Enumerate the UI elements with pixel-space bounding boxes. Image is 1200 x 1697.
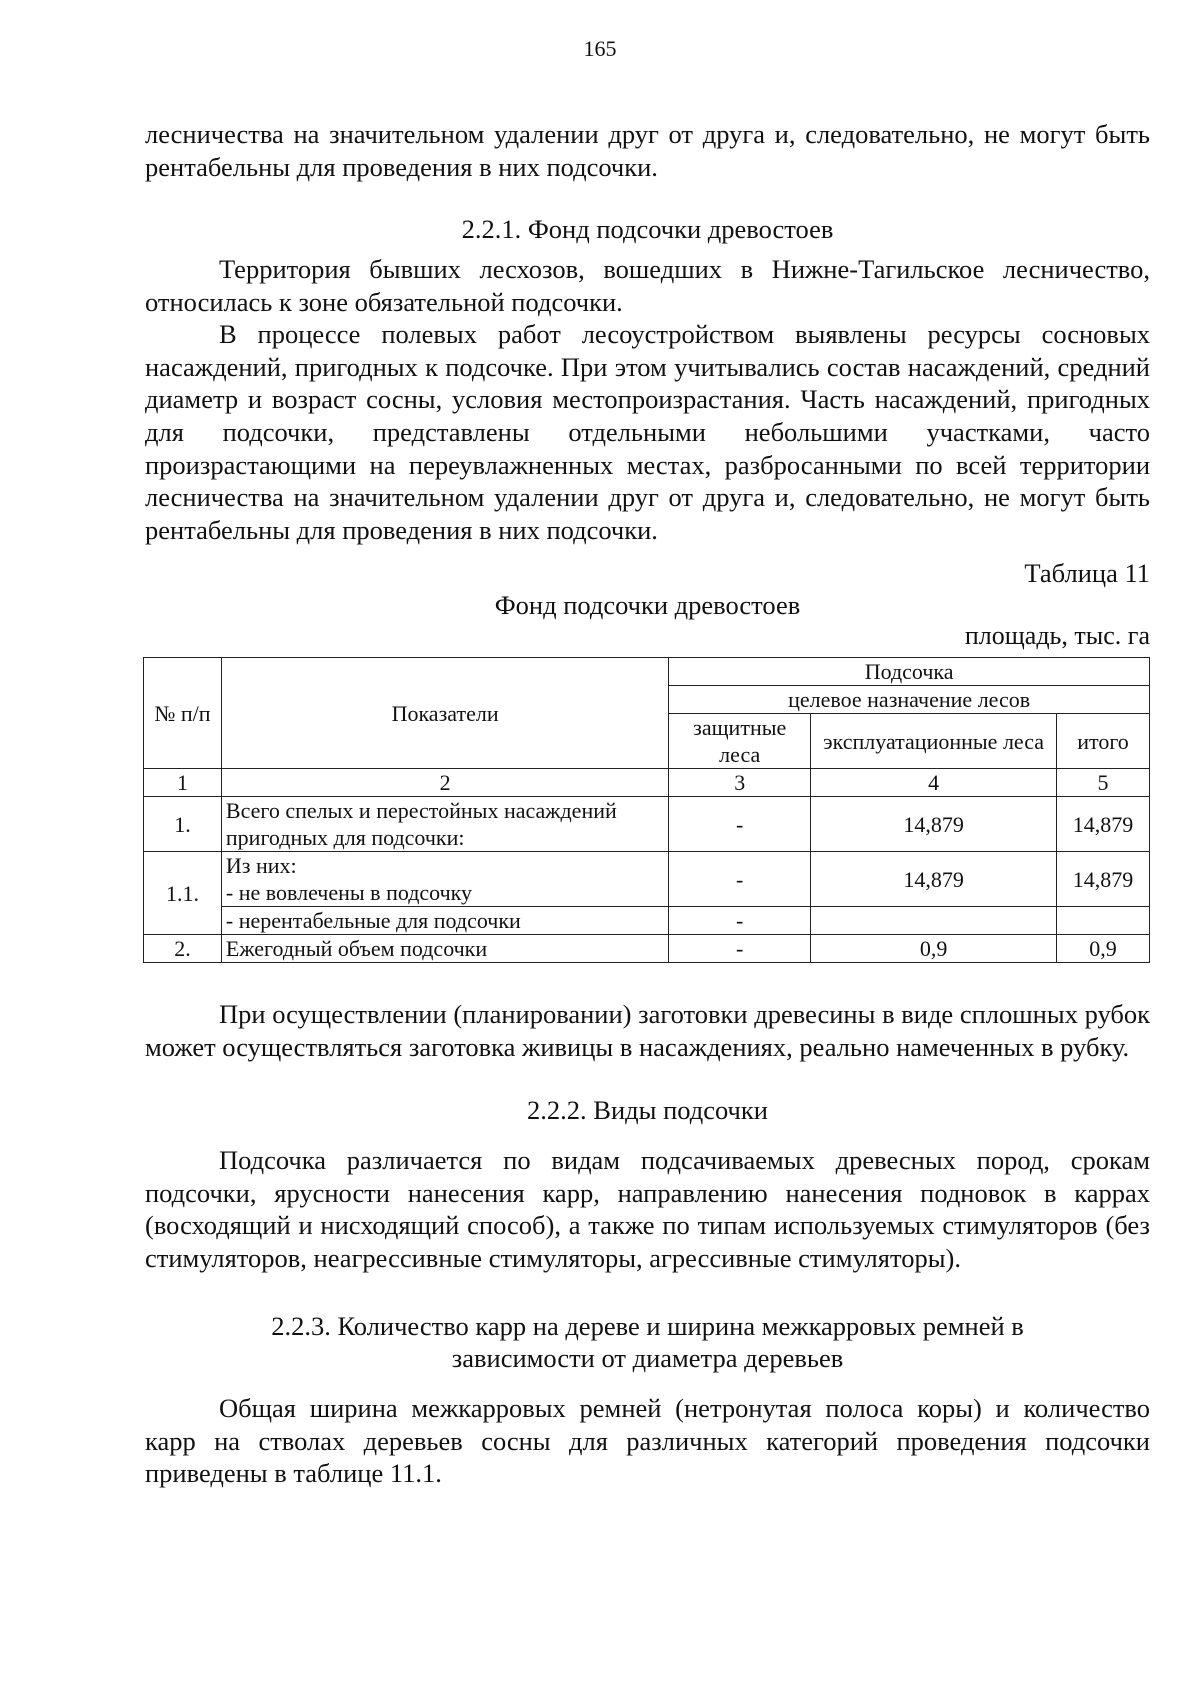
paragraph-types: Подсочка различается по видам подсачиваемых древесных пород, срокам подсочки, ярусности нанесения карр, направлению нанесения подновок в каррах (восходящий и нисходящий способ), а также по типам используемых стимуляторов (без стимуляторов, неагрессивные стимуляторы, агрессивные стимуляторы). bbox=[145, 1145, 1150, 1273]
intro-paragraph-block bbox=[145, 118, 1150, 183]
paragraph-process: В процессе полевых работ лесоустройством выявлены ресурсы сосновых насаждений, пригодных к подсочке. При этом учитывались состав насаждений, средний диаметр и возраст сосны, условия местопроизрастания. Часть насаждений, пригодных для подсочки, представлены отдельными небольшими участками, часто произрастающими на переувлажненных местах, разбросанными по всей территории лесничества на значительном удалении друг от друга и, следовательно, не могут быть рентабельны для проведения в них подсочки. bbox=[145, 319, 1150, 545]
row-number: 2. bbox=[144, 935, 222, 963]
col-number-cell: 3 bbox=[669, 769, 811, 797]
section-heading-2-2-3 bbox=[145, 1310, 1150, 1374]
row-exploitation: 14,879 bbox=[811, 797, 1057, 852]
header-protective: защитные леса bbox=[669, 714, 811, 769]
body-block-1 bbox=[145, 253, 1150, 546]
heading-types: 2.2.2. Виды подсочки bbox=[527, 1095, 768, 1125]
page-number: 165 bbox=[583, 36, 617, 61]
col-number-cell: 5 bbox=[1057, 769, 1150, 797]
heading-count-line: 2.2.3. Количество карр на дереве и ширина межкарровых ремней в bbox=[271, 1311, 1024, 1341]
body-block-4 bbox=[145, 1392, 1150, 1490]
header-number: № п/п bbox=[144, 658, 222, 769]
paragraph-width: Общая ширина межкарровых ремней (нетронутая полоса коры) и количество карр на стволах деревьев сосны для различных категорий проведения подсочки приведены в таблице 11.1. bbox=[145, 1393, 1150, 1489]
row-protective: - bbox=[669, 907, 811, 935]
row-label-line: - не вовлечены в подсочку bbox=[225, 880, 473, 905]
section-heading-2-2-1 bbox=[145, 213, 1150, 245]
header-exploitation: эксплуатационные леса bbox=[811, 714, 1057, 769]
row-label: - нерентабельные для подсочки bbox=[221, 907, 668, 935]
heading-fund: 2.2.1. Фонд подсочки древостоев bbox=[461, 214, 834, 244]
row-exploitation bbox=[811, 907, 1057, 935]
row-exploitation: 0,9 bbox=[811, 935, 1057, 963]
row-total: 14,879 bbox=[1057, 852, 1150, 907]
table-row bbox=[144, 797, 1150, 852]
row-label-line: Из них: bbox=[225, 853, 297, 878]
row-label: Ежегодный объем подсочки bbox=[221, 935, 668, 963]
paragraph-harvest: При осуществлении (планировании) заготовки древесины в виде сплошных рубок может осуществляться заготовка живицы в насаждениях, реально намеченных в рубку. bbox=[145, 999, 1150, 1062]
row-total: 14,879 bbox=[1057, 797, 1150, 852]
row-total: 0,9 bbox=[1057, 935, 1150, 963]
table-label: Таблица 11 bbox=[1024, 558, 1150, 588]
col-number-cell: 1 bbox=[144, 769, 222, 797]
header-indicators: Показатели bbox=[221, 658, 668, 769]
paragraph-continuation: лесничества на значительном удалении друг от друга и, следовательно, не могут быть рентабельны для проведения в них подсочки. bbox=[145, 119, 1150, 182]
col-number-cell: 4 bbox=[811, 769, 1057, 797]
row-protective: - bbox=[669, 935, 811, 963]
header-row-1 bbox=[144, 658, 1150, 686]
table-row bbox=[144, 935, 1150, 963]
col-number-cell: 2 bbox=[221, 769, 668, 797]
row-protective: - bbox=[669, 852, 811, 907]
row-label bbox=[221, 852, 668, 907]
table-title: Фонд подсочки древостоев bbox=[494, 590, 801, 620]
row-number: 1.1. bbox=[144, 852, 222, 935]
header-purpose: целевое назначение лесов bbox=[669, 686, 1150, 714]
row-total bbox=[1057, 907, 1150, 935]
body-block-2 bbox=[145, 998, 1150, 1063]
section-heading-2-2-2 bbox=[145, 1094, 1150, 1126]
row-protective: - bbox=[669, 797, 811, 852]
body-block-3 bbox=[145, 1144, 1150, 1274]
row-exploitation: 14,879 bbox=[811, 852, 1057, 907]
heading-count-line: зависимости от диаметра деревьев bbox=[451, 1343, 844, 1373]
header-tapping: Подсочка bbox=[669, 658, 1150, 686]
row-label: Всего спелых и перестойных насаждений пригодных для подсочки: bbox=[221, 797, 668, 852]
row-number: 1. bbox=[144, 797, 222, 852]
table-units: площадь, тыс. га bbox=[964, 621, 1150, 650]
table-caption-block bbox=[145, 557, 1150, 651]
fund-table bbox=[143, 657, 1150, 963]
table-row bbox=[144, 907, 1150, 935]
header-total: итого bbox=[1057, 714, 1150, 769]
paragraph-territory: Территория бывших лесхозов, вошедших в Нижне-Тагильское лесничество, относилась к зоне обязательной подсочки. bbox=[145, 254, 1150, 317]
column-number-row bbox=[144, 769, 1150, 797]
table-row bbox=[144, 852, 1150, 907]
